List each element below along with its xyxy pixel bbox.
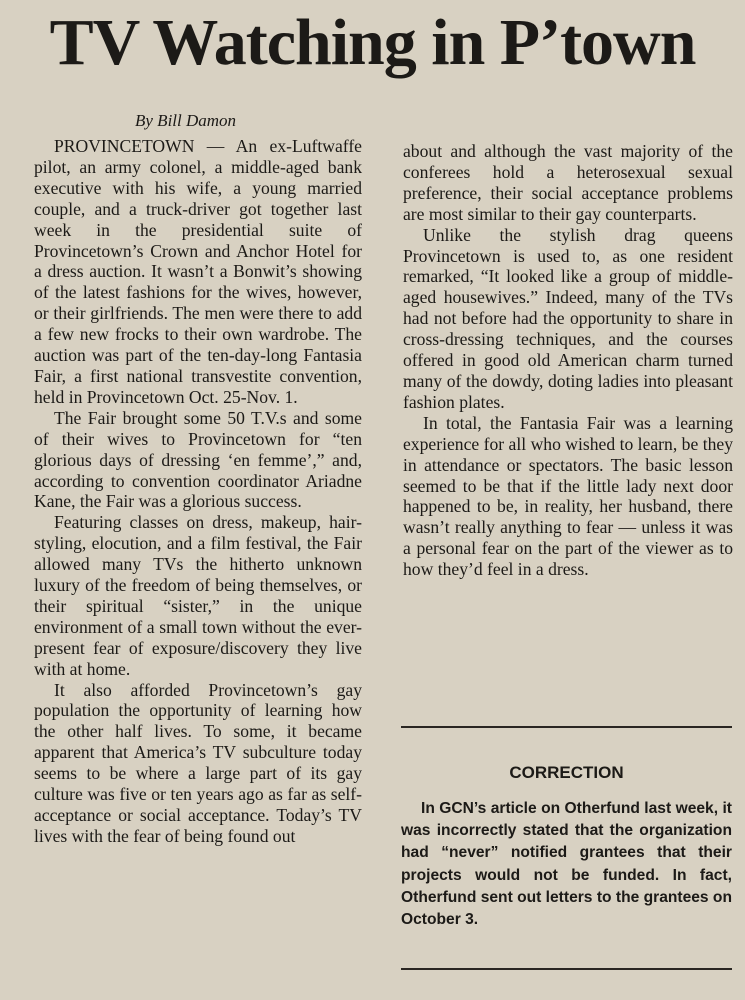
section-divider [401, 968, 732, 970]
article-headline: TV Watching in P’town [49, 6, 696, 79]
correction-notice [401, 798, 732, 931]
article-byline: By Bill Damon [135, 111, 237, 130]
article-column-left [34, 136, 362, 847]
article-paragraph: Featuring classes on dress, makeup, hair-styling, elocution, and a film festival, the Fair allowed many TVs the hitherto unknown luxury of the freedom of being themselves, or their spiritual “sister,” in the unique environment of a small town without the ever-present fear of exposure/discovery they live with at home. [34, 512, 362, 679]
article-paragraph: In total, the Fantasia Fair was a learning experience for all who wished to learn, be they in attendance or spectators. The basic lesson seemed to be that if the little lady next door happened to be, in reality, her husband, there wasn’t really anything to fear — unless it was a personal fear on the part of the viewer as to how they’d feel in a dress. [403, 412, 733, 580]
article-paragraph: The Fair brought some 50 T.V.s and some of their wives to Provincetown for “ten glorious days of dressing ‘en femme’,” and, according to convention coordinator Ariadne Kane, the Fair was a glorious success. [34, 407, 362, 512]
article-column-right [403, 141, 733, 580]
section-divider [401, 726, 732, 728]
correction-text: In GCN’s article on Otherfund last week, it was incorrectly stated that the organization had “never” notified grantees that their projects would not be funded. In fact, Otherfund sent out letters to the grantees on October 3. [401, 800, 732, 929]
article-paragraph: PROVINCETOWN — An ex-Luftwaffe pilot, an army colonel, a middle-aged bank executive with his wife, a young married couple, and a truck-driver got together last week in the presidential suite of Provincetown’s Crown and Anchor Hotel for a dress auction. It wasn’t a Bonwit’s showing of the latest fashions for the wives, however, or their girlfriends. The men were there to add a few new frocks to their own wardrobe. The auction was part of the ten-day-long Fantasia Fair, a first national transvestite convention, held in Provincetown Oct. 25-Nov. 1. [34, 136, 362, 407]
article-paragraph: Unlike the stylish drag queens Provincetown is used to, as one resident remarked, “It looked like a group of middle-aged housewives.” Indeed, many of the TVs had not before had the opportunity to share in cross-dressing techniques, and the courses offered in good old American charm turned many of the dowdy, doting ladies into pleasant fashion plates. [403, 224, 733, 412]
correction-title: CORRECTION [509, 763, 624, 782]
article-paragraph: about and although the vast majority of the conferees hold a heterosexual sexual preference, their social acceptance problems are most similar to their gay counterparts. [403, 141, 733, 224]
article-paragraph: It also afforded Provincetown’s gay population the opportunity of learning how the other half lives. To some, it became apparent that America’s TV subculture today seems to be where a large part of its gay culture was five or ten years ago as far as self-acceptance or social acceptance. Today’s TV lives with the fear of being found out [34, 679, 362, 846]
